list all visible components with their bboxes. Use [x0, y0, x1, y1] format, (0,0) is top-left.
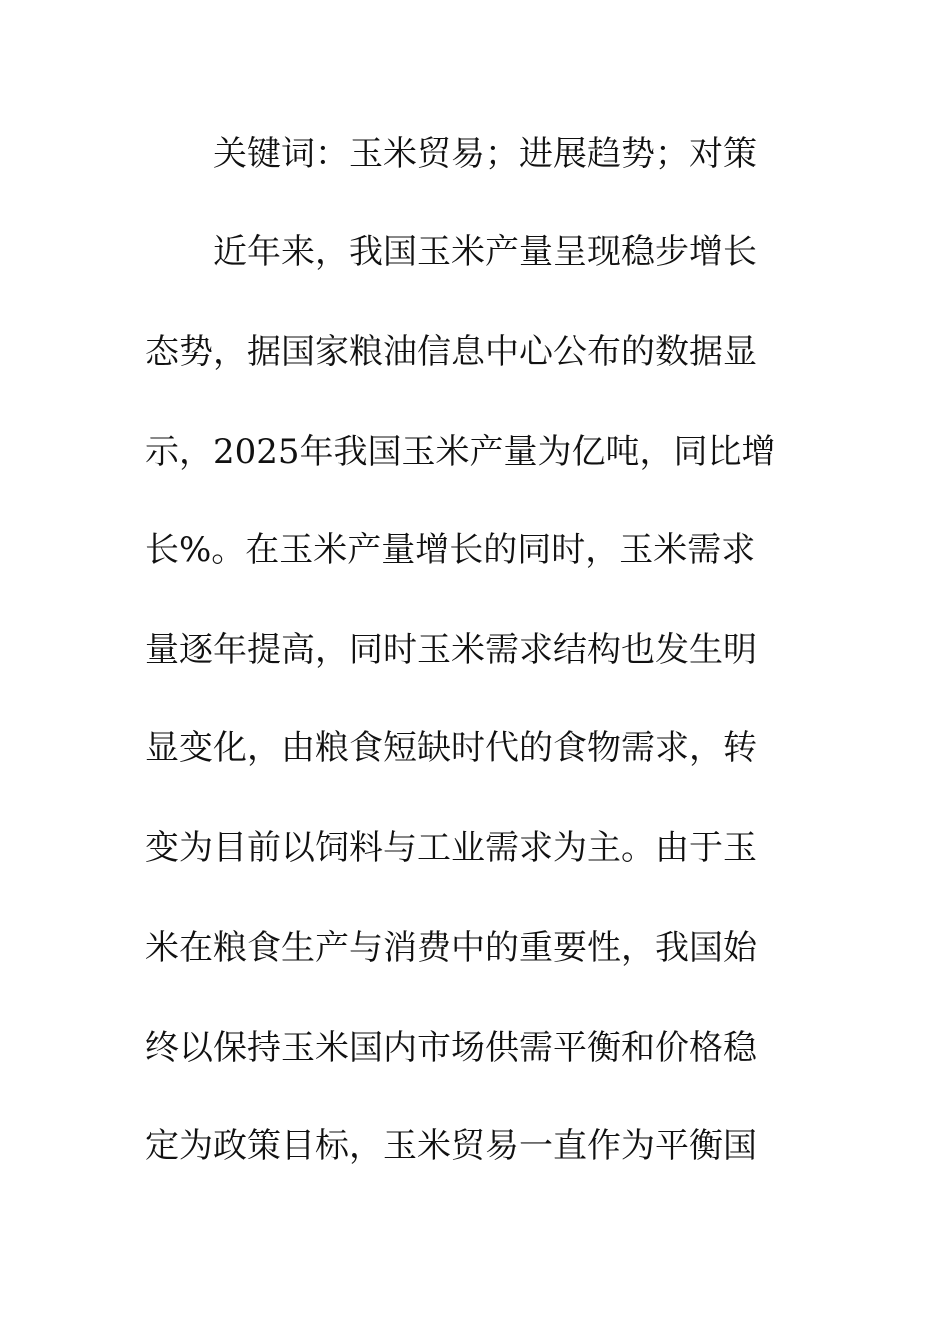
- paragraph-line: 终以保持玉米国内市场供需平衡和价格稳: [145, 1028, 757, 1068]
- paragraph-line: 定为政策目标，玉米贸易一直作为平衡国: [145, 1126, 757, 1166]
- keywords-line: 关键词：玉米贸易；进展趋势；对策: [213, 134, 757, 174]
- paragraph-line: 态势，据国家粮油信息中心公布的数据显: [145, 332, 757, 372]
- paragraph-line: 显变化，由粮食短缺时代的食物需求，转: [145, 728, 757, 768]
- paragraph-line: 长%。在玉米产量增长的同时，玉米需求: [145, 530, 756, 570]
- paragraph-line: 近年来，我国玉米产量呈现稳步增长: [213, 232, 757, 272]
- paragraph-line: 量逐年提高，同时玉米需求结构也发生明: [145, 630, 757, 670]
- paragraph-line: 米在粮食生产与消费中的重要性，我国始: [145, 928, 757, 968]
- paragraph-line: 示，2025年我国玉米产量为亿吨，同比增: [145, 432, 776, 472]
- paragraph-line: 变为目前以饲料与工业需求为主。由于玉: [145, 828, 757, 868]
